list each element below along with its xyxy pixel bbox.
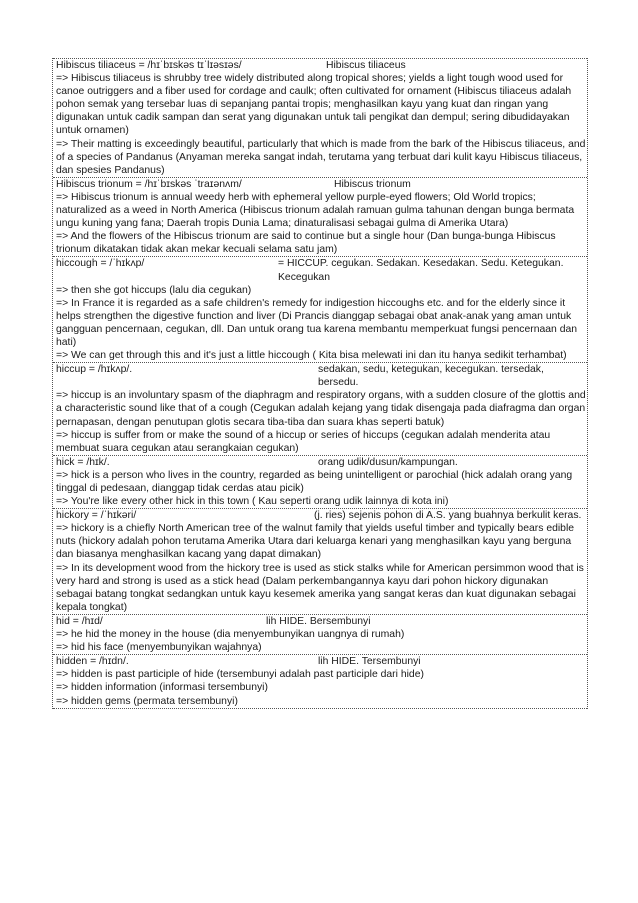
example-line: => Hibiscus trionum is annual weedy herb with ephemeral yellow purple-eyed flowers; Old World tropics; naturalized as a weed in North America (Hibiscus trionum adalah ramuan gulma tahunan dengan bunga bermata ungu kuning yang fana; Daerah tropis Dunia Lama; dinaturalisasi sebagai gulma di Amerika Utara): [56, 191, 575, 230]
entry-header: [56, 363, 586, 389]
example-line: => he hid the money in the house (dia menyembunyikan uangnya di rumah): [56, 629, 405, 641]
example-line: => then she got hiccups (lalu dia cegukan): [56, 284, 252, 296]
example-line: => hick is a person who lives in the country, regarded as being unintelligent or parochial (hick adalah orang yang tinggal di pedesaan, dianggap tidak cerdas atau picik): [56, 469, 573, 494]
entry-definition: lih HIDE. Tersembunyi: [318, 656, 421, 668]
example-line: => hidden gems (permata tersembunyi): [56, 695, 238, 707]
entry-definition: sedakan, sedu, ketegukan, kecegukan. tersedak, bersedu.: [318, 364, 544, 389]
entry-definition: orang udik/dusun/kampungan.: [318, 456, 458, 468]
example-line: => hickory is a chiefly North American tree of the walnut family that yields useful timber and typically bears edible nuts (hickory adalah pohon terutama Amerika Utara dari keluarga kenari yang menghasilkan kayu yang berguna dan biasanya menghasilkan kacang yang dapat dimakan): [56, 523, 575, 561]
dictionary-entry: [53, 362, 587, 455]
entry-headword: hickory = /ˈhɪkəri/: [56, 510, 137, 522]
entry-definition: Hibiscus trionum: [334, 178, 411, 190]
entry-definition: Hibiscus tiliaceus: [326, 60, 406, 71]
entry-header: [56, 456, 586, 469]
entry-headword: hid = /hɪd/: [56, 615, 103, 627]
example-line: => Their matting is exceedingly beautiful, particularly that which is made from the bark of the Hibiscus tiliaceus, and of a species of Pandanus (Anyaman mereka sangat indah, terutama yang terbuat dari kulit kayu Hibiscus tiliaceus, dan spesies Pandanus): [56, 138, 586, 176]
example-line: => In its development wood from the hickory tree is used as stick stalks while for American persimmon wood that is very hard and strong is used as a stick head (Dalam perkembangannya kayu dari pohon hickory digunakan sebagai batang tongkat sedangkan untuk kayu kesemek amerika yang sangat keras dan kuat digunakan sebagai kepala tongkat): [56, 562, 584, 613]
entry-headword: hiccough = /ˈhɪkʌp/: [56, 258, 145, 270]
dictionary-document: [52, 58, 588, 709]
dictionary-entry: [53, 256, 587, 362]
entry-header: [56, 257, 586, 283]
entry-definition: (j. ries) sejenis pohon di A.S. yang buahnya berkulit keras.: [314, 510, 582, 522]
entry-header: [56, 615, 586, 628]
entry-headword: Hibiscus trionum = /hɪˈbɪskəs ˈtraɪənʌm/: [56, 178, 242, 190]
example-line: => Hibiscus tiliaceus is shrubby tree widely distributed along tropical shores; yields a light tough wood used for canoe outriggers and a fiber used for cordage and caulk; often cultivated for ornament (Hibiscus tiliaceus adalah pohon semak yang tersebar luas di sepanjang pantai tropis; menghasilkan kayu yang kuat dan ringan yang digunakan untuk cadik sampan dan serat yang digunakan untuk tali pengikat dan dempul; sering dibudidayakan untuk ornamen): [56, 73, 572, 137]
example-line: => You're like every other hick in this town ( Kau seperti orang udik lainnya di kota ini): [56, 496, 449, 508]
example-line: => hidden is past participle of hide (tersembunyi adalah past participle dari hide): [56, 669, 424, 681]
dictionary-entry: [53, 614, 587, 654]
dictionary-entry: [53, 177, 587, 257]
entry-header: [56, 178, 586, 191]
dictionary-entry: [53, 508, 587, 614]
dictionary-entry: [53, 455, 587, 508]
example-line: => hiccup is an involuntary spasm of the diaphragm and respiratory organs, with a sudden closure of the glottis and a characteristic sound like that of a cough (Cegukan adalah kejang yang tidak disengaja pada diafragma dan organ pernapasan, dengan penutupan glotis secara tiba-tiba dan suara khas seperti batuk): [56, 390, 586, 428]
entry-headword: Hibiscus tiliaceus = /hɪˈbɪskəs tɪˈlɪəsɪəs/: [56, 60, 242, 71]
entry-header: [56, 509, 586, 522]
entry-header: [56, 655, 586, 668]
entry-definition: = HICCUP. cegukan. Sedakan. Kesedakan. Sedu. Ketegukan. Kecegukan: [278, 258, 564, 283]
example-line: => And the flowers of the Hibiscus trionum are said to continue but a single hour (Dan bunga-bunga Hibiscus trionum dikatakan tidak akan mekar kecuali selama satu jam): [56, 231, 556, 256]
example-line: => hid his face (menyembunyikan wajahnya): [56, 642, 262, 654]
example-line: => hidden information (informasi tersembunyi): [56, 682, 268, 694]
entry-definition: lih HIDE. Bersembunyi: [266, 615, 371, 627]
entry-headword: hidden = /hɪdn/.: [56, 656, 129, 668]
entry-header: [56, 59, 586, 72]
example-line: => We can get through this and it's just a little hiccough ( Kita bisa melewati ini dan itu hanya sedikit terhambat): [56, 350, 567, 362]
example-line: => hiccup is suffer from or make the sound of a hiccup or series of hiccups (cegukan adalah menderita atau membuat suara cegukan atau serangkaian cegukan): [56, 429, 551, 454]
example-line: => In France it is regarded as a safe children's remedy for indigestion hiccoughs etc. and for the elderly since it helps strengthen the digestive function and liver (Di Prancis dianggap sebagai obat anak-anak yang aman untuk gangguan pencernaan, cegukan, dll. Dan untuk orang tua karena membantu memperkuat fungsi pencernaan dan hati): [56, 297, 578, 348]
dictionary-entry: [53, 58, 587, 177]
entry-headword: hiccup = /hɪkʌp/.: [56, 364, 133, 376]
entry-headword: hick = /hɪk/.: [56, 456, 110, 468]
dictionary-entry: [53, 654, 587, 708]
